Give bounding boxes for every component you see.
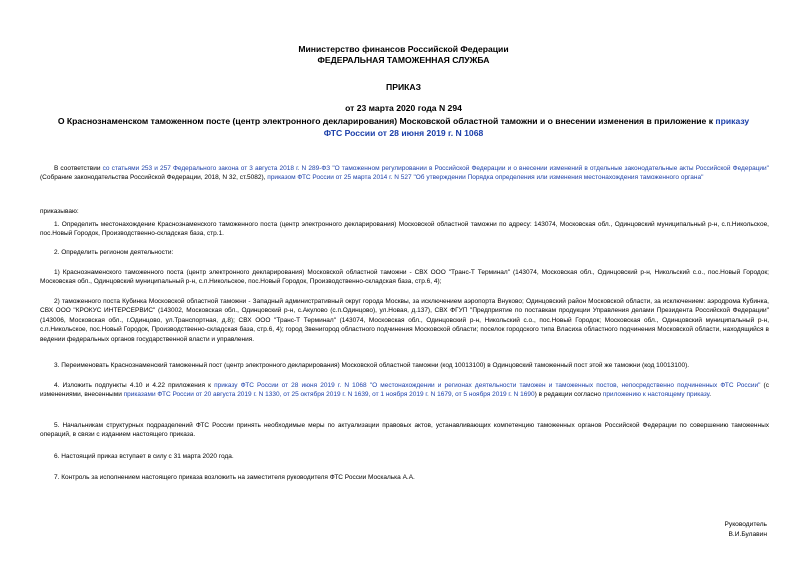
item-2-sub-1: 1) Краснознаменского таможенного поста (центр электронного декларирования) Московской областной таможни - СВХ ООО "Транс-Т Терминал" (143074, Московская обл., Одинцовский р-н, Никольский с.о., пос.Новый Городок; Московская обл., Одинцовский муниципальный р-н, с.п.Никольское, пос.Новый Городок, Производственно-складская база, стр.6, 4);	[40, 269, 769, 286]
preamble-text-1: В соответствии	[54, 165, 103, 172]
preamble-link-law[interactable]: со статьями 253 и 257 Федерального закона от 3 августа 2018 г. N 289-ФЗ "О таможенном регулировании в Российской Федерации и о внесении изменений в отдельные законодательные акты Российской Федерации"	[102, 165, 769, 172]
title-link-order-ref[interactable]: ФТС России от 28 июня 2019 г. N 1068	[323, 127, 484, 138]
item-7: 7. Контроль за исполнением настоящего приказа возложить на заместителя руководителя ФТС России Москалька А.А.	[54, 474, 415, 481]
item-1: 1. Определить местонахождение Краснознаменского таможенного поста (центр электронного декларирования) Московской областной таможни по адресу: 143074, Московская обл., Одинцовский муниципальный р-н, с.п.Никольское, пос.Новый Городок, Производственно-складская база, стр.1.	[40, 221, 769, 238]
preamble-paragraph	[40, 164, 769, 183]
order-heading: ПРИКАЗ	[386, 82, 421, 92]
title-text: О Краснознаменском таможенном посте (центр электронного декларирования) Московской областной таможни и о внесении изменения в приложение к	[57, 116, 716, 126]
item-4-text-1: 4. Изложить подпункты 4.10 и 4.22 приложения к	[54, 382, 215, 389]
item-4-link-orders[interactable]: приказами ФТС России от 20 августа 2019 г. N 1330, от 25 октября 2019 г. N 1639, от 1 ноября 2019 г. N 1679, от 5 ноября 2019 г. N 1690	[123, 391, 535, 399]
item-3: 3. Переименовать Краснознаменский таможенный пост (центр электронного декларирования) Московской областной таможни (код 10013100) в Одинцовский таможенный пост этой же таможни (код 10013100).	[54, 362, 690, 369]
item-4-text-2: (с изменениями, внесенными	[40, 382, 769, 399]
item-4	[40, 381, 769, 400]
order-date-number: от 23 марта 2020 года N 294	[345, 103, 462, 113]
item-6: 6. Настоящий приказ вступает в силу с 31 марта 2020 года.	[54, 453, 234, 460]
item-2: 2. Определить регионом деятельности:	[54, 249, 174, 256]
item-4-text-3: ) в редакции согласно	[534, 391, 603, 399]
prikazyvayu-text: приказываю:	[40, 208, 79, 215]
item-5: 5. Начальникам структурных подразделений ФТС России принять необходимые меры по актуализации правовых актов, устанавливающих компетенцию таможенных органов Российской Федерации по совершению таможенных операций, в связи с изданием настоящего приказа.	[40, 422, 769, 439]
item-2-sub-2: 2) таможенного поста Кубинка Московской областной таможни - Западный административный округ города Москвы, за исключением аэропорта Внуково; Одинцовский район Московской области, за исключением: аэродрома Кубинка, СВХ ООО "КРОКУС ИНТЕРСЕРВИС" (143002, Московская обл., Одинцовский р-н, с.Акулово (с.п.Одинцово), ул.Новая, д.137), СВХ ФГУП "Предприятие по поставкам продукции Управления делами Президента Российской Федерации" (143006, Московская обл., г.Одинцово, ул.Транспортная, д.8); СВХ ООО "Транс-Т Терминал" (143074, Московская обл., Одинцовский р-н, Никольский с.о., пос.Новый Городок; Московская обл., Одинцовский муниципальный р-н, с.п.Никольское, пос.Новый Городок, Производственно-складская база, стр.6, 4); город Звенигород областного подчинения Московской области; поселок городского типа Власиха областного подчинения Московской области, находящийся в ведении федеральных органов государственной власти и управления.	[40, 298, 769, 343]
title-link-order[interactable]: приказу	[715, 116, 750, 126]
preamble-link-order[interactable]: приказом ФТС России от 25 марта 2014 г. N 527 "Об утверждении Порядка определения или изменения местонахождения таможенного органа"	[267, 174, 704, 182]
service-heading: ФЕДЕРАЛЬНАЯ ТАМОЖЕННАЯ СЛУЖБА	[317, 55, 490, 65]
signature-name: В.И.Булавин	[728, 531, 767, 538]
signature-role: Руководитель	[724, 521, 767, 528]
ministry-heading: Министерство финансов Российской Федерации	[298, 44, 509, 54]
item-4-link-order[interactable]: приказу ФТС России от 28 июня 2019 г. N 1068 "О местонахождении и регионах деятельности таможен и таможенных постов, непосредственно подчиненных ФТС России"	[214, 382, 761, 389]
preamble-text-2: (Собрание законодательства Российской Федерации, 2018, N 32, ст.5082),	[40, 174, 268, 182]
item-4-text-4: .	[709, 391, 712, 399]
item-4-link-appendix[interactable]: приложению к настоящему приказу	[602, 391, 710, 399]
document-title	[40, 116, 767, 139]
